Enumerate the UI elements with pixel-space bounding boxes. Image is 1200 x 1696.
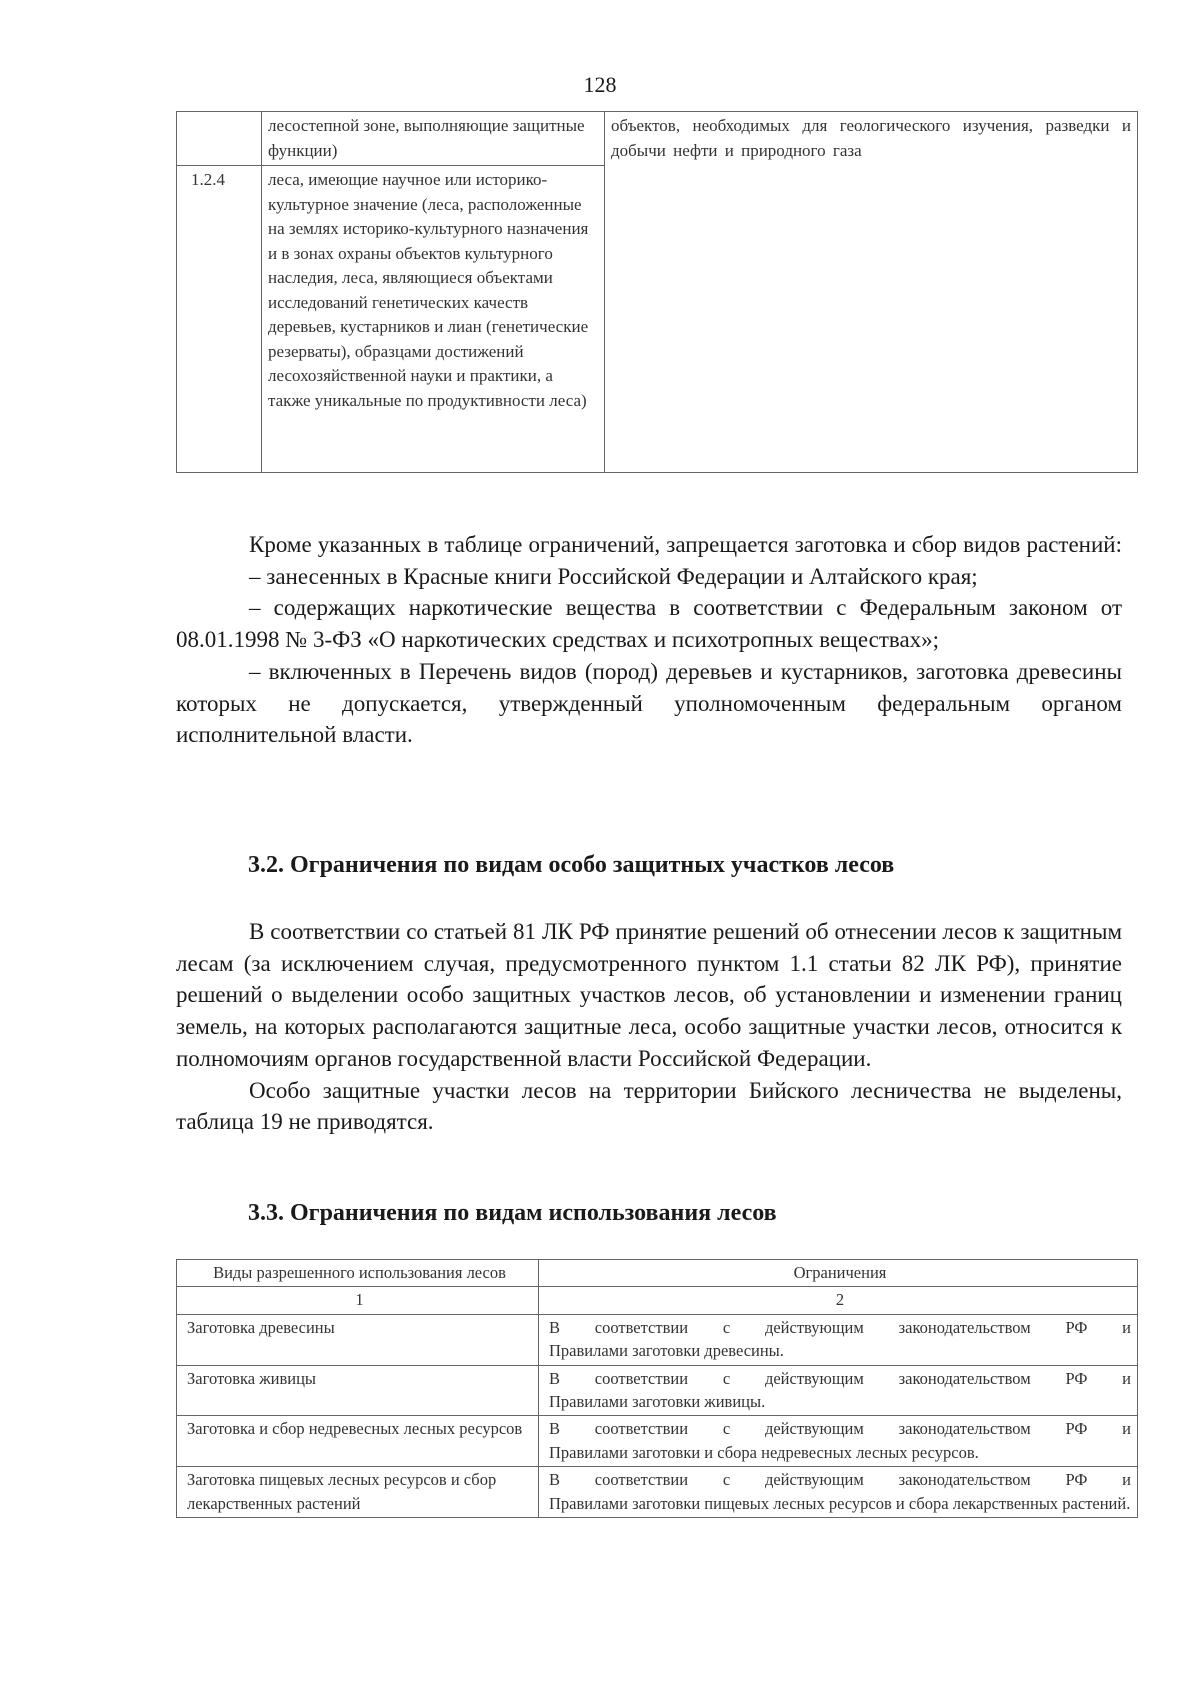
column-header: Виды разрешенного использования лесов bbox=[177, 1260, 539, 1287]
forest-use-limitation bbox=[539, 1365, 1138, 1416]
limitation-text: В соответствии с действующим законодательством РФ и bbox=[549, 1317, 1131, 1337]
section-title-3-2: 3.2. Ограничения по видам особо защитных участков лесов bbox=[248, 852, 895, 878]
forest-use-type: Заготовка живицы bbox=[177, 1365, 539, 1416]
paragraph: Особо защитные участки лесов на территории Бийского лесничества не выделены, таблица 19 не приводятся. bbox=[176, 1077, 1122, 1135]
row-number bbox=[177, 112, 262, 166]
limitation-text: Правилами заготовки пищевых лесных ресурсов и сбора лекарственных растений. bbox=[549, 1493, 1131, 1513]
forest-limitation: объектов, необходимых для геологического изучения, разведки и добычи нефти и природного газа bbox=[605, 112, 1138, 473]
table-row bbox=[177, 1467, 1138, 1518]
list-item: – занесенных в Красные книги Российской Федерации и Алтайского края; bbox=[249, 563, 978, 589]
limitation-text: Правилами заготовки древесины. bbox=[549, 1341, 784, 1361]
forest-category-name: лесостепной зоне, выполняющие защитные функции) bbox=[262, 112, 605, 166]
section-3-2-text bbox=[176, 916, 1122, 1138]
section-title-3-3: 3.3. Ограничения по видам использования лесов bbox=[248, 1200, 777, 1226]
table-row bbox=[177, 112, 1138, 166]
limitation-text: В соответствии с действующим законодательством РФ и bbox=[549, 1470, 1131, 1490]
limitation-text: Правилами заготовки и сбора недревесных лесных ресурсов. bbox=[549, 1442, 979, 1462]
paragraph: Кроме указанных в таблице ограничений, запрещается заготовка и сбор видов растений: bbox=[249, 532, 1122, 557]
row-number: 1.2.4 bbox=[177, 166, 262, 473]
table-row bbox=[177, 1365, 1138, 1416]
forest-use-type: Заготовка и сбор недревесных лесных ресурсов bbox=[177, 1416, 539, 1467]
forest-use-limitations-table bbox=[176, 1259, 1138, 1518]
page-number: 128 bbox=[583, 72, 617, 97]
column-number-row bbox=[177, 1287, 1138, 1314]
paragraph: В соответствии со статьей 81 ЛК РФ принятие решений об отнесении лесов к защитным лесам (за исключением случая, предусмотренного пунктом 1.1 статьи 82 ЛК РФ), принятие решений о выделении особо защитных участков лесов, об установлении и изменении границ земель, на которых располагаются защитные леса, особо защитные участки лесов, относится к полномочиям органов государственной власти Российской Федерации. bbox=[176, 919, 1122, 1071]
column-number: 1 bbox=[177, 1287, 539, 1314]
limitation-text: В соответствии с действующим законодательством РФ и bbox=[549, 1368, 1131, 1388]
limitation-text: В соответствии с действующим законодательством РФ и bbox=[549, 1419, 1131, 1439]
forest-category-name: леса, имеющие научное или историко-культурное значение (леса, расположенные на землях историко-культурного назначения и в зонах охраны объектов культурного наследия, леса, являющиеся объектами исследований генетических качеств деревьев, кустарников и лиан (генетические резерваты), образцами достижений лесохозяйственной науки и практики, а также уникальные по продуктивности леса) bbox=[262, 166, 605, 473]
table-row bbox=[177, 1314, 1138, 1365]
table-row bbox=[177, 1416, 1138, 1467]
forest-use-limitation bbox=[539, 1467, 1138, 1518]
forest-categories-table bbox=[176, 111, 1138, 473]
list-item: – содержащих наркотические вещества в соответствии с Федеральным законом от 08.01.1998 № 3-ФЗ «О наркотических средствах и психотропных веществах»; bbox=[176, 595, 1122, 653]
forest-use-limitation bbox=[539, 1314, 1138, 1365]
column-number: 2 bbox=[539, 1287, 1138, 1314]
list-item: – включенных в Перечень видов (пород) деревьев и кустарников, заготовка древесины которых не допускается, утвержденный уполномоченным федеральным органом исполнительной власти. bbox=[176, 658, 1122, 748]
table-header-row bbox=[177, 1260, 1138, 1287]
limitation-text: Правилами заготовки живицы. bbox=[549, 1392, 766, 1412]
forest-use-type: Заготовка древесины bbox=[177, 1314, 539, 1365]
forest-use-type: Заготовка пищевых лесных ресурсов и сбор лекарственных растений bbox=[177, 1467, 539, 1518]
column-header: Ограничения bbox=[539, 1260, 1138, 1287]
forest-use-limitation bbox=[539, 1416, 1138, 1467]
restrictions-text bbox=[176, 529, 1122, 751]
